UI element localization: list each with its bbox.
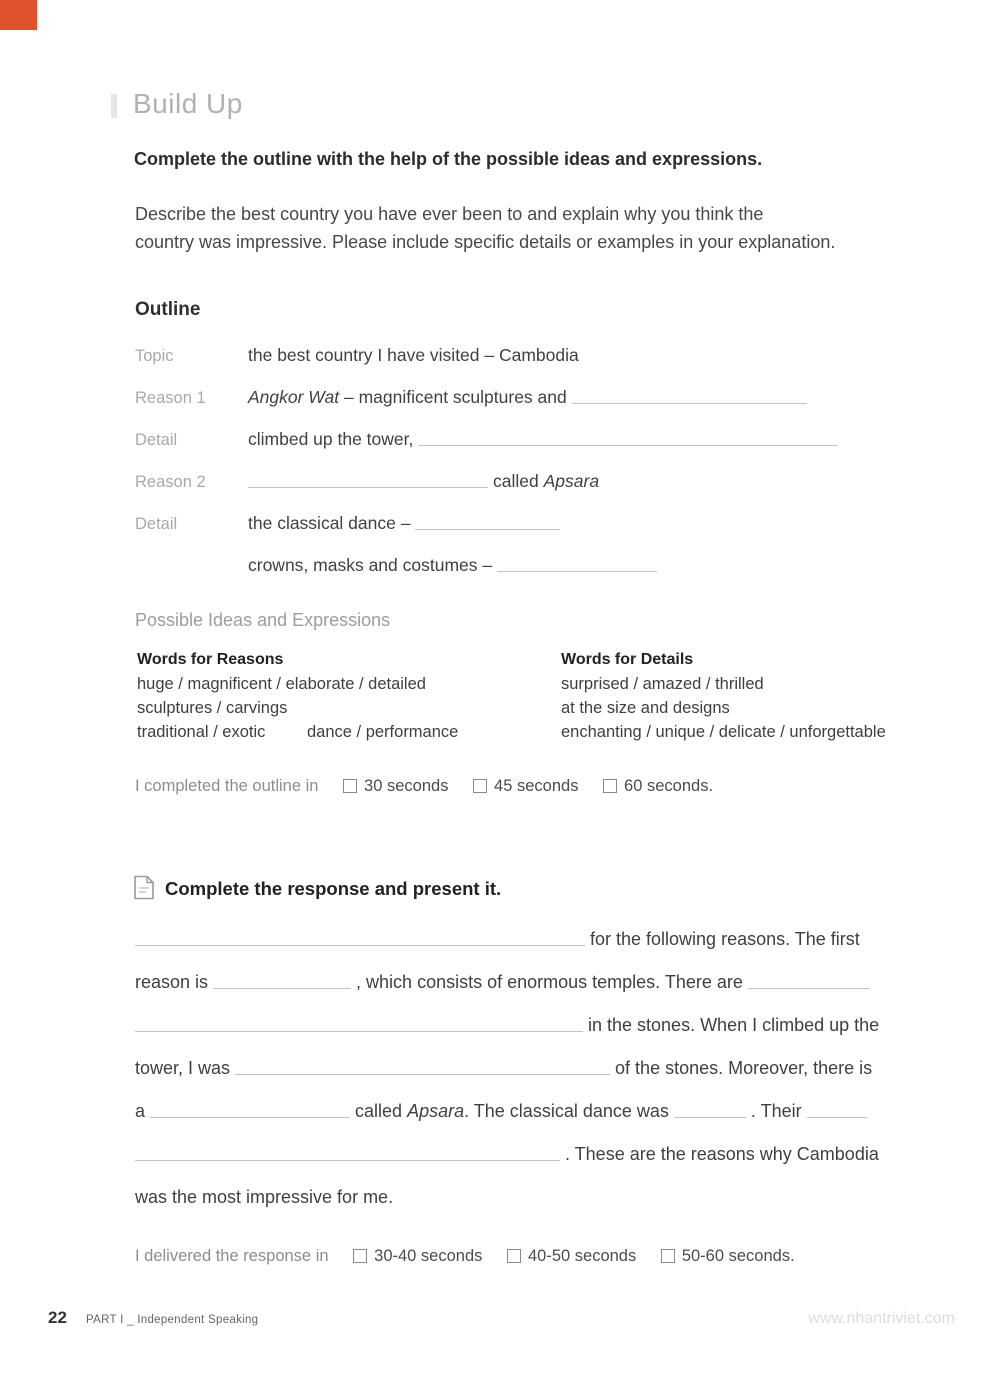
outline-label: Detail — [135, 515, 178, 533]
response-text: was the most impressive for me. — [135, 1187, 394, 1207]
response-line-4 — [135, 1047, 915, 1090]
blank-line — [135, 933, 585, 946]
blank-line — [150, 1105, 350, 1118]
reasons-line: sculptures / carvings — [137, 699, 288, 717]
prompt-line-2: country was impressive. Please include specific details or examples in your explanation. — [135, 232, 836, 252]
blank-line — [674, 1105, 746, 1118]
blank-line — [748, 976, 870, 989]
checkbox-icon[interactable] — [473, 779, 487, 793]
section-tick — [111, 94, 117, 118]
response-text: , which consists of enormous temples. There are — [356, 972, 743, 992]
blank-line — [497, 559, 657, 572]
reasons-line: huge / magnificent / elaborate / detailed — [137, 675, 426, 693]
reasons-line — [137, 720, 537, 744]
outline-text: climbed up the tower, — [248, 429, 414, 449]
blank-line — [248, 475, 488, 488]
blank-line — [415, 517, 560, 530]
response-text: reason is — [135, 972, 209, 992]
response-text: . These are the reasons why Cambodia — [565, 1144, 879, 1164]
footer-section-label: PART I _ Independent Speaking — [86, 1314, 259, 1326]
reasons-line-left: traditional / exotic — [137, 723, 266, 741]
section-title: Build Up — [133, 88, 243, 119]
details-line: surprised / amazed / thrilled — [561, 675, 764, 693]
details-line: at the size and designs — [561, 699, 730, 717]
outline-text: the classical dance – — [248, 513, 411, 533]
timer-option-label: 30-40 seconds — [374, 1247, 483, 1265]
checkbox-icon[interactable] — [353, 1249, 367, 1263]
response-text: . The classical dance was — [464, 1101, 669, 1121]
response-heading-row — [133, 875, 501, 900]
page-number: 22 — [48, 1308, 67, 1327]
blank-line — [572, 391, 807, 404]
response-text: called — [355, 1101, 403, 1121]
response-text: for the following reasons. The first — [590, 929, 860, 949]
outline-text: the best country I have visited – Cambodia — [248, 345, 579, 365]
timer-option-label: 40-50 seconds — [527, 1247, 637, 1265]
ideas-heading: Possible Ideas and Expressions — [135, 610, 391, 630]
outline-label: Reason 2 — [135, 473, 206, 491]
blank-line — [235, 1062, 610, 1075]
outline-row-detail3 — [135, 544, 910, 586]
response-line-1 — [135, 918, 915, 961]
outline-table — [135, 334, 910, 586]
timer-option-60s — [603, 777, 713, 795]
checkbox-icon[interactable] — [661, 1249, 675, 1263]
blank-line — [135, 1148, 560, 1161]
response-line-7 — [135, 1176, 915, 1219]
words-for-reasons — [137, 648, 537, 744]
timer-option-50-60s — [661, 1247, 795, 1265]
response-timer-prefix: I delivered the response in — [135, 1247, 329, 1265]
response-text: of the stones. Moreover, there is — [615, 1058, 873, 1078]
blank-line — [135, 1019, 583, 1032]
response-text: in the stones. When I climbed up the — [588, 1015, 880, 1035]
response-text-italic: Apsara — [407, 1101, 465, 1121]
response-paragraph — [135, 918, 915, 1219]
timer-option-45s — [473, 777, 578, 795]
timer-option-label: 30 seconds — [364, 777, 449, 795]
outline-text-italic: Apsara — [543, 471, 600, 491]
outline-text: called — [493, 471, 539, 491]
outline-row-detail2 — [135, 502, 910, 544]
blank-line — [807, 1105, 867, 1118]
timer-option-label: 50-60 seconds. — [681, 1247, 795, 1265]
details-line: enchanting / unique / delicate / unforgettable — [561, 723, 886, 741]
outline-text-italic: Angkor Wat — [248, 387, 340, 407]
footer-website: www.nhantriviet.com — [808, 1310, 955, 1327]
checkbox-icon[interactable] — [603, 779, 617, 793]
outline-row-topic — [135, 334, 910, 376]
response-line-2 — [135, 961, 915, 1004]
blank-line — [213, 976, 351, 989]
outline-timer-prefix: I completed the outline in — [135, 777, 319, 795]
response-timer — [135, 1247, 795, 1266]
edit-document-icon — [133, 875, 155, 900]
outline-heading: Outline — [135, 299, 201, 320]
response-line-5 — [135, 1090, 915, 1133]
prompt-line-1: Describe the best country you have ever been to and explain why you think the — [135, 204, 764, 224]
checkbox-icon[interactable] — [507, 1249, 521, 1263]
outline-timer — [135, 777, 713, 796]
details-title: Words for Details — [561, 651, 694, 668]
speaking-prompt — [135, 200, 925, 256]
response-text: . Their — [750, 1101, 802, 1121]
timer-option-30-40s — [353, 1247, 482, 1265]
timer-option-label: 60 seconds. — [624, 777, 714, 795]
timer-option-30s — [343, 777, 448, 795]
response-line-3 — [135, 1004, 915, 1047]
timer-option-label: 45 seconds — [494, 777, 579, 795]
outline-label: Detail — [135, 431, 178, 449]
outline-row-reason2 — [135, 460, 910, 502]
page-corner-tab — [0, 0, 37, 30]
outline-text: crowns, masks and costumes – — [248, 555, 493, 575]
words-for-details — [561, 648, 921, 744]
reasons-line-right: dance / performance — [307, 723, 459, 741]
outline-instruction: Complete the outline with the help of the possible ideas and expressions. — [134, 149, 763, 169]
response-text: a — [135, 1101, 146, 1121]
outline-row-reason1 — [135, 376, 910, 418]
response-text: tower, I was — [135, 1058, 231, 1078]
reasons-title: Words for Reasons — [137, 651, 284, 668]
outline-row-detail1 — [135, 418, 910, 460]
blank-line — [418, 433, 838, 446]
outline-label: Reason 1 — [135, 389, 206, 407]
outline-text: – magnificent sculptures and — [339, 387, 567, 407]
response-line-6 — [135, 1133, 915, 1176]
timer-option-40-50s — [507, 1247, 636, 1265]
response-heading: Complete the response and present it. — [165, 878, 502, 899]
checkbox-icon[interactable] — [343, 779, 357, 793]
outline-label: Topic — [135, 347, 174, 365]
